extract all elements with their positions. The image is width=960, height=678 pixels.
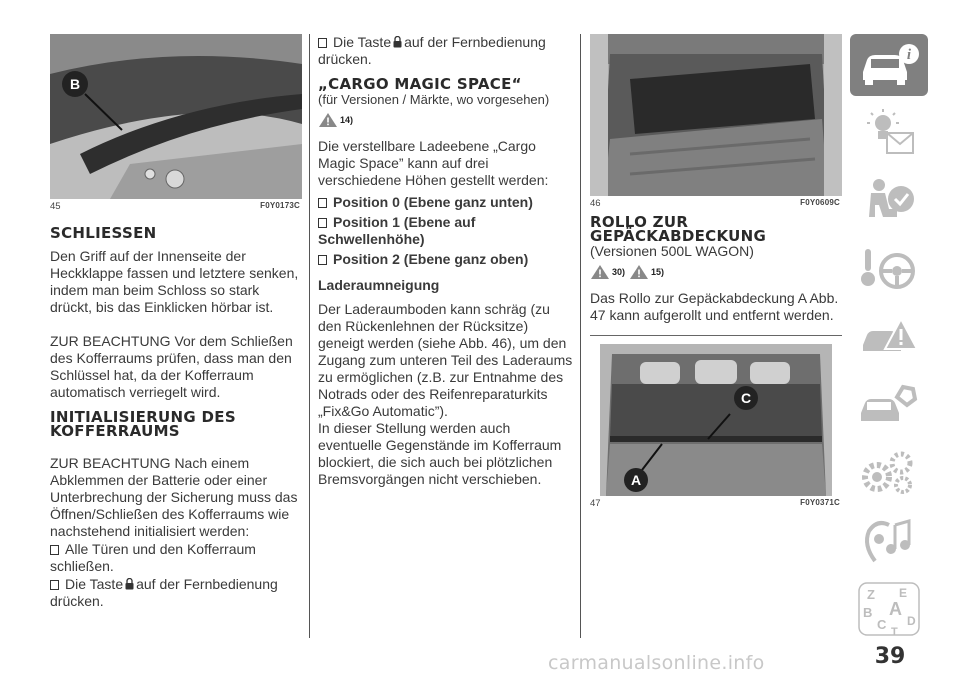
lock-icon — [125, 578, 134, 590]
multimedia-icon — [857, 515, 921, 567]
tab-index[interactable] — [850, 578, 928, 640]
seat-safety-icon — [857, 175, 921, 227]
svg-text:B: B — [863, 605, 873, 620]
tab-emergency[interactable] — [850, 306, 928, 368]
paragraph: Der Laderaumboden kann schräg (zu den Rückenlehnen der Rücksitze) geneigt werden (siehe Abb. 46), um den Zugang zum unteren Teil des Laderaums zu ermöglichen (z.B. zur Entnahme des Notrads oder des Reifenreparaturkits „Fix&Go Automatic”). — [318, 301, 573, 419]
divider — [590, 335, 842, 336]
paragraph: Den Griff auf der Innenseite der Heckklappe fassen und letztere senken, indem man beim Schloss so stark drückt, bis das Einklicken hörbar ist. — [50, 248, 299, 315]
tab-car-info[interactable] — [850, 34, 928, 96]
figure-47-label-a: A — [630, 472, 642, 488]
figure-number: 47 — [590, 498, 601, 509]
paragraph: In dieser Stellung werden auch eventuelle Gegenstände im Kofferraum blockiert, die sich auch bei plötzlichen Bremsvorgängen nicht verschieben. — [318, 420, 562, 487]
paragraph: Die verstellbare Ladeebene „Cargo Magic Space” kann auf drei verschiedene Höhen gestellt werden: — [318, 138, 549, 188]
column-divider-2 — [580, 34, 581, 638]
figure-number: 45 — [50, 201, 61, 212]
figure-45-caption — [50, 201, 302, 212]
figure-47 — [590, 344, 842, 496]
figure-code: F0Y0609C — [800, 198, 840, 207]
list-item: Position 0 (Ebene ganz unten) — [318, 194, 574, 211]
subtitle: (Versionen 500L WAGON) — [590, 243, 754, 259]
column-1 — [50, 34, 302, 610]
figure-47-label-c: C — [740, 390, 752, 406]
page-number: 39 — [874, 644, 906, 669]
column-3 — [590, 34, 842, 509]
checkbox-icon — [318, 255, 327, 265]
list-item: Die Taste auf der Fernbedienung drücken. — [318, 34, 546, 67]
paragraph: ZUR BEACHTUNG Nach einem Abklemmen der Batterie oder einer Unterbrechung der Sicherung muss das Öffnen/Schließen des Kofferraums wie nachstehend initialisiert werden: — [50, 455, 298, 539]
tab-warning-lights[interactable] — [850, 102, 928, 164]
svg-text:A: A — [889, 599, 902, 619]
subheading-laderaumneigung: Laderaumneigung — [318, 277, 440, 293]
maintenance-icon — [857, 379, 921, 431]
emergency-icon — [857, 311, 921, 363]
heading-cargo-magic-space: „CARGO MAGIC SPACE“ — [318, 75, 522, 93]
tab-maintenance[interactable] — [850, 374, 928, 436]
heading-initialisierung: INITIALISIERUNG DES KOFFERRAUMS — [50, 408, 236, 440]
warning-reference: 30) 15) — [590, 264, 842, 280]
paragraph: ZUR BEACHTUNG Vor dem Schließen des Kofferraums prüfen, dass man den Schlüssel hat, da der Kofferraum automatisch verriegelt wird. — [50, 333, 293, 400]
checkbox-icon — [50, 580, 59, 590]
warning-triangle-icon — [590, 264, 610, 280]
tab-technical-data[interactable] — [850, 442, 928, 504]
warning-lights-icon — [857, 107, 921, 159]
figure-46-caption — [590, 198, 842, 209]
svg-text:E: E — [899, 586, 908, 600]
figure-code: F0Y0371C — [800, 498, 840, 507]
watermark: carmanualsonline.info — [548, 652, 765, 674]
figure-46 — [590, 34, 842, 196]
list-item: Position 2 (Ebene ganz oben) — [318, 251, 574, 268]
svg-text:Z: Z — [867, 587, 875, 602]
list-item: Position 1 (Ebene auf Schwellenhöhe) — [318, 214, 476, 247]
heading-schliessen: SCHLIESSEN — [50, 224, 157, 242]
figure-code: F0Y0173C — [260, 201, 300, 210]
figure-number: 46 — [590, 198, 601, 209]
list-item: Alle Türen und den Kofferraum schließen. — [50, 541, 256, 574]
checkbox-icon — [50, 545, 59, 555]
svg-text:D: D — [907, 614, 916, 628]
chapter-sidebar — [850, 34, 928, 646]
heading-rollo-zur-gepaeckabdeckung: ROLLO ZUR GEPÄCKABDECKUNG — [590, 213, 767, 245]
index-icon — [857, 581, 921, 637]
tab-seat-safety[interactable] — [850, 170, 928, 232]
checkbox-icon — [318, 38, 327, 48]
svg-text:T: T — [891, 626, 898, 637]
checkbox-icon — [318, 218, 327, 228]
tab-multimedia[interactable] — [850, 510, 928, 572]
technical-data-icon — [857, 447, 921, 499]
figure-45-image — [50, 34, 302, 199]
figure-45-label: B — [69, 76, 81, 92]
figure-46-image — [590, 34, 842, 196]
paragraph: Das Rollo zur Gepäckabdeckung A Abb. 47 kann aufgerollt und entfernt werden. — [590, 290, 839, 323]
svg-text:i: i — [906, 47, 912, 63]
warning-triangle-icon — [629, 264, 649, 280]
lock-icon — [393, 36, 402, 48]
figure-47-caption — [590, 498, 842, 509]
column-2 — [318, 34, 574, 488]
column-divider-1 — [309, 34, 310, 638]
figure-47-image — [590, 344, 842, 496]
list-item: Die Taste auf der Fernbedienung drücken. — [50, 576, 278, 609]
car-info-icon — [857, 42, 921, 88]
figure-45 — [50, 34, 302, 199]
checkbox-icon — [318, 198, 327, 208]
warning-triangle-icon — [318, 112, 338, 128]
steering-ignition-icon — [857, 243, 921, 295]
warning-reference: 14) — [318, 112, 574, 128]
svg-text:C: C — [877, 617, 887, 632]
tab-steering-ignition[interactable] — [850, 238, 928, 300]
subtitle: (für Versionen / Märkte, wo vorgesehen) — [318, 92, 550, 107]
